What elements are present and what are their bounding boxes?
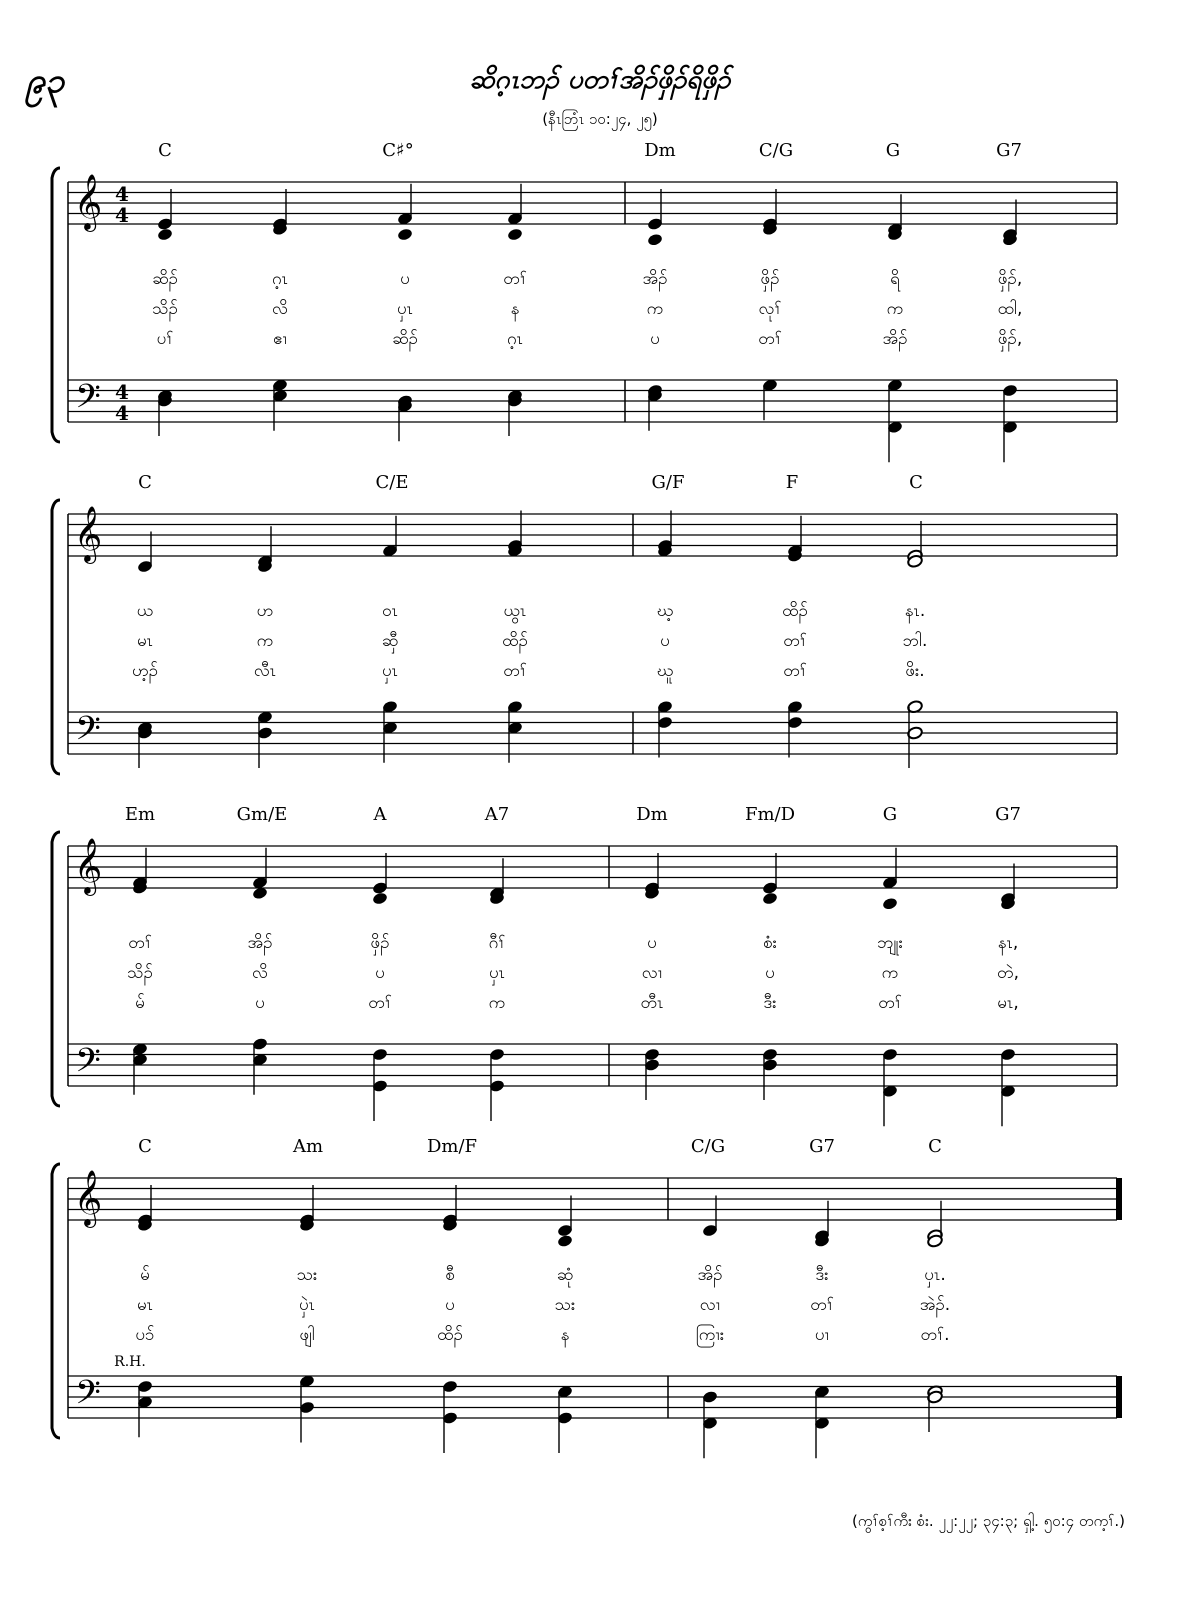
lyric-syllable: ဖှိၣ်, bbox=[997, 329, 1023, 349]
lyric-syllable: တၢ် bbox=[783, 631, 807, 651]
lyric-syllable: မ် bbox=[140, 1265, 150, 1285]
chord-symbol: C/G bbox=[690, 1136, 726, 1157]
lyric-syllable: ပှၤ. bbox=[924, 1265, 946, 1285]
lyric-syllable: တီၤ bbox=[640, 993, 664, 1013]
lyric-syllable: ပၢ bbox=[814, 1325, 830, 1345]
lyric-syllable: က bbox=[881, 963, 899, 983]
lyric-syllable: ပှၤ bbox=[488, 963, 506, 983]
lyric-syllable: ပှၤ bbox=[396, 299, 414, 319]
lyric-syllable: တၢ် bbox=[758, 329, 782, 349]
lyric-syllable: ပၢ် bbox=[156, 329, 174, 349]
lyric-syllable: မၤ bbox=[136, 1295, 154, 1315]
lyric-syllable: လီၤ bbox=[253, 661, 277, 681]
treble-note bbox=[762, 891, 779, 905]
treble-note bbox=[557, 1234, 574, 1248]
lyric-syllable: ဆိၣ် bbox=[392, 329, 418, 349]
treble-clef: 𝄞 bbox=[73, 1170, 103, 1226]
lyric-syllable: ပ bbox=[650, 329, 660, 349]
chord-symbol: Dm/F bbox=[426, 1136, 478, 1157]
lyric-syllable: ဒီး bbox=[815, 1265, 829, 1285]
lyric-syllable: ဟ bbox=[256, 601, 274, 621]
chord-symbol: C bbox=[138, 472, 152, 493]
lyric-syllable: မၤ, bbox=[997, 993, 1019, 1013]
lyric-syllable: ဆှီ bbox=[381, 631, 399, 651]
treble-note bbox=[397, 227, 414, 241]
hymn-title: ဆိဂ့ၤဘၣ် ပတၢ်အိၣ်ဖှိၣ်ရိဖှိၣ် bbox=[469, 65, 731, 95]
lyric-syllable: ဖိး. bbox=[905, 661, 925, 681]
lyric-syllable: ပ bbox=[255, 993, 265, 1013]
chord-symbol: A bbox=[373, 804, 387, 825]
system-bracket bbox=[52, 1164, 60, 1438]
bass-staff bbox=[68, 1044, 1117, 1086]
lyric-syllable: က bbox=[256, 631, 274, 651]
lyric-syllable: ဘျုး bbox=[877, 933, 903, 953]
lyric-syllable: ယ bbox=[136, 601, 154, 621]
lyric-syllable: ဖှိၣ်, bbox=[997, 269, 1023, 289]
lyric-syllable: တၢ် bbox=[810, 1295, 834, 1315]
bass-clef: 𝄢 bbox=[75, 378, 101, 424]
lyric-syllable: ပ bbox=[765, 963, 775, 983]
lyric-syllable: မ် bbox=[135, 993, 145, 1013]
lyric-syllable: ဆုံ bbox=[556, 1265, 574, 1285]
lyric-syllable: သိၣ် bbox=[127, 963, 153, 983]
lyric-syllable: တၢ် bbox=[128, 933, 152, 953]
lyric-syllable: ပ bbox=[445, 1295, 455, 1315]
lyric-syllable: လၢ bbox=[699, 1295, 721, 1315]
chord-symbol: G7 bbox=[995, 804, 1021, 825]
treble-clef: 𝄞 bbox=[73, 838, 103, 894]
lyric-syllable: ပ bbox=[647, 933, 657, 953]
bass-staff bbox=[68, 712, 1117, 754]
lyric-syllable: ဧၢ bbox=[272, 329, 288, 349]
final-barline bbox=[1116, 1376, 1122, 1418]
treble-note bbox=[372, 891, 389, 905]
treble-staff bbox=[68, 1178, 1117, 1220]
lyric-syllable: ထါ, bbox=[997, 299, 1023, 319]
treble-staff bbox=[68, 182, 1117, 224]
chord-symbol: Dm bbox=[636, 804, 668, 825]
lyric-syllable: အဲၣ်. bbox=[919, 1295, 951, 1315]
chord-symbol: C bbox=[909, 472, 923, 493]
lyric-syllable: သး bbox=[554, 1295, 576, 1315]
chord-symbol: C/G bbox=[758, 140, 794, 161]
time-signature-bottom: 4 bbox=[115, 203, 129, 227]
treble-note bbox=[882, 897, 899, 911]
lyric-syllable: အိၣ် bbox=[697, 1265, 723, 1285]
chord-symbol: G7 bbox=[809, 1136, 835, 1157]
treble-clef: 𝄞 bbox=[73, 174, 103, 230]
lyric-syllable: ဒီး bbox=[763, 993, 777, 1013]
lyric-syllable: စီ bbox=[445, 1265, 455, 1285]
system-bracket bbox=[52, 500, 60, 774]
lyric-syllable: အိၣ် bbox=[247, 933, 273, 953]
lyric-syllable: အိၣ် bbox=[642, 269, 668, 289]
lyric-syllable: ထိၣ် bbox=[502, 631, 528, 651]
bass-clef: 𝄢 bbox=[75, 1374, 101, 1420]
lyric-syllable: ရိ bbox=[890, 269, 900, 289]
lyric-syllable: နၤ, bbox=[997, 933, 1019, 953]
lyric-syllable: ပၥ် bbox=[135, 1325, 155, 1345]
chord-symbol: G bbox=[885, 140, 901, 161]
lyric-syllable: ဘါ. bbox=[902, 631, 928, 651]
lyric-syllable: ထိၣ် bbox=[437, 1325, 463, 1345]
lyric-syllable: န bbox=[510, 299, 520, 319]
lyric-syllable: လိ bbox=[252, 963, 268, 983]
treble-staff bbox=[68, 514, 1117, 556]
lyric-syllable: လိ bbox=[272, 299, 288, 319]
lyric-syllable: ဃ့ bbox=[656, 601, 674, 621]
lyric-syllable: လၢ bbox=[641, 963, 663, 983]
lyric-syllable: ထိၣ် bbox=[782, 601, 808, 621]
time-signature-bottom: 4 bbox=[115, 401, 129, 425]
chord-symbol: G/F bbox=[651, 472, 685, 493]
lyric-syllable: ဟ့ၣ် bbox=[131, 661, 159, 681]
bass-clef: 𝄢 bbox=[75, 710, 101, 756]
chord-symbol: Am bbox=[292, 1136, 324, 1157]
page-number: ၉၃ bbox=[26, 61, 65, 101]
chord-symbol: Em bbox=[124, 804, 156, 825]
lyric-syllable: တၢ် bbox=[503, 269, 527, 289]
lyric-syllable: ဖျါ bbox=[299, 1325, 315, 1345]
lyric-syllable: ဆိၣ် bbox=[152, 269, 178, 289]
lyric-syllable: စံး bbox=[763, 933, 777, 953]
lyric-syllable: သး bbox=[296, 1265, 318, 1285]
lyric-syllable: လုၢ် bbox=[758, 299, 782, 319]
lyric-syllable: ပ bbox=[660, 631, 670, 651]
lyric-syllable: နၤ. bbox=[904, 601, 926, 621]
lyric-syllable: ဖှိၣ် bbox=[760, 269, 780, 289]
lyric-syllable: သိၣ် bbox=[152, 299, 178, 319]
lyric-syllable: ကြၢး bbox=[695, 1325, 725, 1345]
chord-symbol: A7 bbox=[484, 804, 510, 825]
chord-symbol: Fm/D bbox=[744, 804, 796, 825]
lyric-syllable: တၢ် bbox=[368, 993, 392, 1013]
treble-clef: 𝄞 bbox=[73, 506, 103, 562]
final-barline bbox=[1116, 1178, 1122, 1220]
lyric-syllable: က bbox=[886, 299, 904, 319]
system-bracket bbox=[52, 832, 60, 1106]
lyric-syllable: တၢ် bbox=[503, 661, 527, 681]
treble-note bbox=[647, 233, 664, 247]
bass-staff bbox=[68, 1376, 1117, 1418]
chord-symbol: G bbox=[882, 804, 898, 825]
chord-symbol: C bbox=[928, 1136, 942, 1157]
lyric-syllable: ဂ့ၤ bbox=[271, 269, 289, 289]
chord-symbol: C bbox=[138, 1136, 152, 1157]
lyric-syllable: ယွၤ bbox=[503, 601, 527, 621]
chord-symbol: Gm/E bbox=[236, 804, 288, 825]
chord-symbol: C/E bbox=[375, 472, 409, 493]
lyric-syllable: က bbox=[646, 299, 664, 319]
bass-clef: 𝄢 bbox=[75, 1042, 101, 1088]
lyric-syllable: ဃူ bbox=[656, 661, 674, 681]
lyric-syllable: ပှဲၤ bbox=[298, 1295, 316, 1315]
chord-symbol: C bbox=[158, 140, 172, 161]
lyric-syllable: ဂ့ၤ bbox=[506, 329, 524, 349]
lyric-syllable: ဝၤ bbox=[382, 601, 398, 621]
lyric-syllable: ပ bbox=[375, 963, 385, 983]
treble-note bbox=[507, 227, 524, 241]
chord-symbol: G7 bbox=[996, 140, 1022, 161]
lyric-syllable: ဂီၢ် bbox=[488, 933, 506, 953]
chord-symbol: F bbox=[785, 472, 799, 493]
lyric-syllable: ပ bbox=[400, 269, 410, 289]
lyric-syllable: ဖှိၣ် bbox=[370, 933, 390, 953]
lyric-syllable: ပှၤ bbox=[381, 661, 399, 681]
time-signature-top: 4 bbox=[115, 380, 129, 404]
lyric-syllable: တၢ် bbox=[878, 993, 902, 1013]
right-hand-marking: R.H. bbox=[114, 1354, 146, 1370]
treble-staff bbox=[68, 846, 1117, 888]
lyric-syllable: အိၣ် bbox=[882, 329, 908, 349]
lyric-syllable: တဲ, bbox=[997, 963, 1019, 983]
lyric-syllable: တၢ် bbox=[783, 661, 807, 681]
lyric-syllable: က bbox=[488, 993, 506, 1013]
footer-reference: (ကွၢ်စ့ၢ်ကီး စံး. ၂၂:၂၂; ၃၄:၃; ရှ့ါ. ၅၀:၄ တက့ၢ်.) bbox=[851, 1512, 1125, 1530]
bass-staff bbox=[68, 380, 1117, 422]
scripture-reference: (နီၤဘြံၤ ၁၀:၂၄, ၂၅) bbox=[542, 110, 658, 128]
lyric-syllable: တၢ်. bbox=[920, 1325, 950, 1345]
chord-symbol: Dm bbox=[644, 140, 676, 161]
system-bracket bbox=[52, 168, 60, 442]
treble-note bbox=[157, 227, 174, 241]
time-signature-top: 4 bbox=[115, 182, 129, 206]
chord-symbol: C♯° bbox=[382, 140, 414, 161]
lyric-syllable: မၤ bbox=[136, 631, 154, 651]
lyric-syllable: န bbox=[560, 1325, 570, 1345]
